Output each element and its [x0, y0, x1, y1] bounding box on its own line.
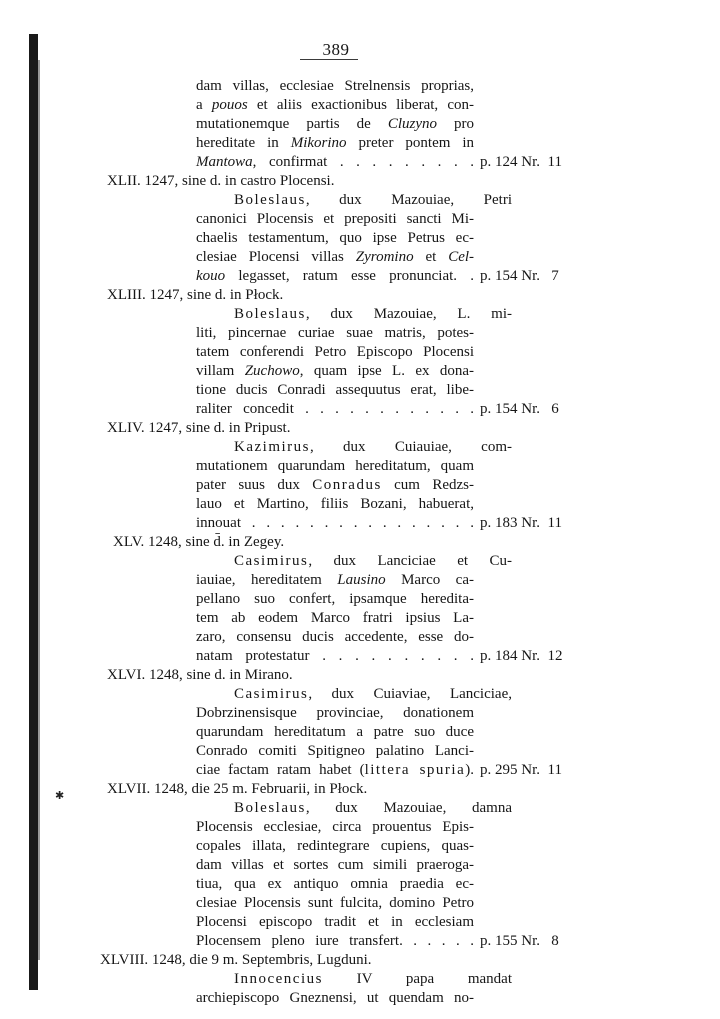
page-reference: p. 183 Nr. 11 [480, 515, 562, 531]
scan-spine-shadow [29, 34, 38, 990]
text-line: pellano suo confert, ipsamque heredita- [196, 591, 474, 607]
text-line: raliter concedit . . . . . . . . . . . . [196, 401, 474, 417]
text-line: XLVIII. 1248, die 9 m. Septembris, Lugduni. [100, 952, 372, 968]
text-line: dam villas et sortes cum simili praeroga- [196, 857, 474, 873]
text-line: Dobrzinensisque provinciae, donationem [196, 705, 474, 721]
page-reference: p. 155 Nr. 8 [480, 933, 559, 949]
text-line: archiepiscopo Gneznensi, ut quendam no- [196, 990, 474, 1006]
page-reference: p. 184 Nr. 12 [480, 648, 563, 664]
text-line: a pouos et aliis exactionibus liberat, con- [196, 97, 474, 113]
text-line: mutationemque partis de Cluzyno pro [196, 116, 475, 132]
scan-spine-edge [38, 60, 40, 960]
text-line: natam protestatur . . . . . . . . . . [196, 648, 474, 664]
text-line: pater suus dux Conradus cum Redzs- [196, 477, 475, 493]
text-line: Casimirus, dux Lanciciae et Cu- [234, 553, 512, 569]
text-line: ciae factam ratam habet (littera spuria). [196, 762, 474, 778]
text-line: villam Zuchowo, quam ipse L. ex dona- [196, 363, 475, 379]
text-line: dam villas, ecclesiae Strelnensis proprias, [196, 78, 474, 94]
text-line: hereditate in Mikorino preter pontem in [196, 135, 475, 151]
text-line: mutationem quarundam hereditatum, quam [196, 458, 474, 474]
text-line: tiua, qua ex antiquo omnia praedia ec- [196, 876, 474, 892]
text-line: XLIV. 1247, sine d. in Pripust. [107, 420, 291, 436]
page-reference: p. 295 Nr. 11 [480, 762, 562, 778]
text-line: Boleslaus, dux Mazouiae, Petri [234, 192, 512, 208]
text-line: Plocensem pleno iure transfert. . . . . . [196, 933, 474, 949]
text-line: quarundam hereditatum a patre suo duce [196, 724, 474, 740]
text-line: Plocensi episcopo tradit et in ecclesiam [196, 914, 474, 930]
page-number-rule [300, 59, 358, 60]
text-line: Kazimirus, dux Cuiauiae, com- [234, 439, 512, 455]
text-line: zaro, consensu ducis accedente, esse do- [196, 629, 474, 645]
text-line: Casimirus, dux Cuiaviae, Lanciciae, [234, 686, 512, 702]
text-line: XLVI. 1248, sine d. in Mirano. [107, 667, 293, 683]
page-reference: p. 154 Nr. 7 [480, 268, 559, 284]
text-line: copales illata, redintegrare cupiens, quas- [196, 838, 474, 854]
text-line: Conrado comiti Spitigneo palatino Lanci- [196, 743, 474, 759]
text-line: clesiae Plocensi villas Zyromino et Cel- [196, 249, 475, 265]
text-line: XLV. 1248, sine d̄. in Zegey. [113, 534, 285, 550]
text-line: XLIII. 1247, sine d. in Płock. [107, 287, 284, 303]
text-line: tatem conferendi Petro Episcopo Plocensi [196, 344, 474, 360]
text-line: XLII. 1247, sine d. in castro Plocensi. [107, 173, 335, 189]
text-line: tione ducis Conradi assequutus erat, libe- [196, 382, 474, 398]
text-line: lauo et Martino, filiis Bozani, habuerat, [196, 496, 474, 512]
text-line: Mantowa, confirmat . . . . . . . . . [196, 154, 474, 170]
text-line: iauiae, hereditatem Lausino Marco ca- [196, 572, 474, 588]
text-line: innouat . . . . . . . . . . . . . . . . [196, 515, 474, 531]
text-line: liti, pincernae curiae suae matris, potes- [196, 325, 474, 341]
page-reference: p. 154 Nr. 6 [480, 401, 559, 417]
margin-mark: ✱ [55, 790, 65, 802]
page-number: 389 [322, 40, 350, 59]
text-line: clesiae Plocensis sunt fulcita, domino Petro [196, 895, 474, 911]
text-line: tem ab eodem Marco fratri ipsius La- [196, 610, 474, 626]
page-reference: p. 124 Nr. 11 [480, 154, 562, 170]
text-line: Plocensis ecclesiae, circa prouentus Epis- [196, 819, 474, 835]
text-line: Innocencius IV papa mandat [234, 971, 512, 987]
text-line: XLVII. 1248, die 25 m. Februarii, in Płock. [107, 781, 368, 797]
text-line: Boleslaus, dux Mazouiae, L. mi- [234, 306, 512, 322]
text-line: Boleslaus, dux Mazouiae, damna [234, 800, 512, 816]
text-line: canonici Plocensis et prepositi sancti Mi- [196, 211, 474, 227]
text-line: kouo legasset, ratum esse pronunciat. . [196, 268, 474, 284]
text-line: chaelis testamentum, quo ipse Petrus ec- [196, 230, 474, 246]
